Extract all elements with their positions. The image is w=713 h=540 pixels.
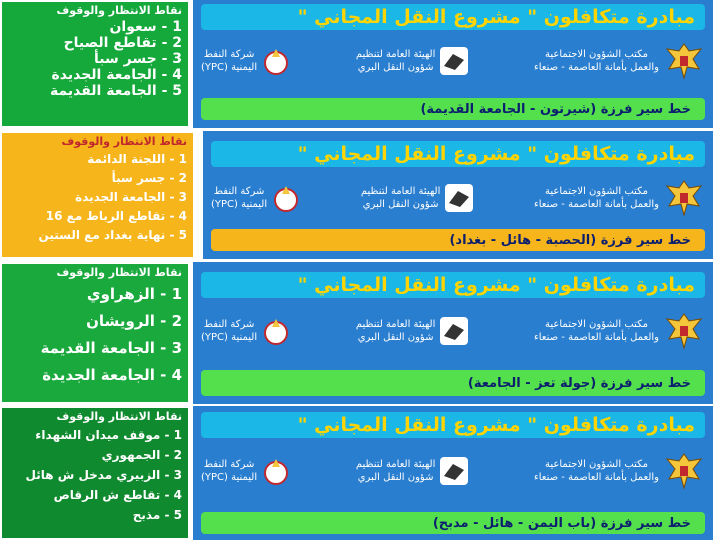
ypc-logo	[201, 316, 291, 346]
title-bar	[201, 272, 705, 298]
transport-logo	[361, 183, 475, 213]
ministry-location: والعمل بأمانة العاصمة - صنعاء	[534, 62, 659, 73]
transport-authority-icon	[444, 183, 474, 213]
transport-subtitle: شؤون النقل البري	[357, 332, 434, 343]
stops-title: نقاط الانتظار والوقوف	[56, 410, 182, 423]
ministry-location: والعمل بأمانة العاصمة - صنعاء	[534, 472, 659, 483]
ministry-logo	[534, 311, 705, 351]
stop-item: 1 - سعوان	[109, 19, 182, 35]
card-panel	[193, 0, 713, 128]
ministry-location: والعمل بأمانة العاصمة - صنعاء	[534, 332, 659, 343]
ypc-subtitle: اليمنية (YPC)	[201, 472, 258, 483]
stop-item: 2 - جسر سبأ	[111, 171, 187, 185]
logo-row	[201, 36, 705, 86]
logo-row	[201, 446, 705, 496]
route-card-2	[0, 131, 713, 259]
eagle-emblem-icon	[663, 178, 705, 218]
stop-item: 1 - الزهراوي	[86, 285, 182, 303]
route-card-4	[0, 406, 713, 540]
title-bar	[211, 141, 705, 167]
route-bar	[201, 370, 705, 396]
route-text: خط سير فرزة (جولة تعز - الجامعة)	[467, 375, 691, 391]
ministry-name: مكتب الشؤون الاجتماعية	[545, 319, 649, 330]
transport-name: الهيئة العامة لتنظيم	[355, 459, 436, 470]
ypc-drop-icon	[261, 456, 291, 486]
eagle-emblem-icon	[663, 41, 705, 81]
stop-item: 1 - موقف ميدان الشهداء	[35, 428, 182, 442]
transport-logo	[356, 46, 470, 76]
transport-subtitle: شؤون النقل البري	[362, 199, 439, 210]
ypc-subtitle: اليمنية (YPC)	[201, 332, 258, 343]
ministry-name: مكتب الشؤون الاجتماعية	[545, 459, 649, 470]
ypc-logo	[211, 183, 301, 213]
stop-item: 1 - اللجنة الدائمة	[87, 152, 187, 166]
route-card-1	[0, 0, 713, 128]
ypc-subtitle: اليمنية (YPC)	[201, 62, 258, 73]
ypc-drop-icon	[261, 316, 291, 346]
stops-list-1	[0, 0, 190, 128]
ministry-logo	[534, 41, 705, 81]
transport-name: الهيئة العامة لتنظيم	[355, 49, 436, 60]
ypc-name: شركة النفط	[203, 49, 255, 60]
ypc-logo	[201, 46, 291, 76]
stop-item: 3 - الجامعة القديمة	[40, 339, 182, 357]
transport-subtitle: شؤون النقل البري	[357, 62, 434, 73]
transport-authority-icon	[439, 46, 469, 76]
stop-item: 2 - تقاطع الصياح	[63, 35, 182, 51]
transport-authority-icon	[439, 456, 469, 486]
stop-item: 5 - مذبح	[132, 508, 182, 522]
transport-subtitle: شؤون النقل البري	[357, 472, 434, 483]
route-text: خط سير فرزة (شيرتون - الجامعة القديمة)	[420, 101, 691, 117]
card-panel	[203, 131, 713, 259]
title-bar	[201, 412, 705, 438]
route-bar	[201, 98, 705, 120]
route-card-3	[0, 262, 713, 404]
stop-item: 5 - نهاية بغداد مع الستين	[38, 228, 187, 242]
card-title: مبادرة متكافلون " مشروع النقل المجاني "	[297, 143, 695, 165]
stops-title: نقاط الانتظار والوقوف	[56, 4, 182, 17]
route-bar	[201, 512, 705, 534]
stop-item: 3 - الجامعة الجديدة	[75, 190, 187, 204]
ypc-name: شركة النفط	[203, 459, 255, 470]
logo-row	[211, 173, 705, 223]
ministry-logo	[534, 451, 705, 491]
card-panel	[193, 262, 713, 404]
stops-list-4	[0, 406, 190, 540]
stop-item: 3 - الزبيري مدخل ش هائل	[25, 468, 182, 482]
ypc-subtitle: اليمنية (YPC)	[211, 199, 268, 210]
card-panel	[193, 406, 713, 540]
stops-list-3	[0, 262, 190, 404]
stop-item: 4 - الجامعة الجديدة	[42, 366, 182, 384]
ypc-drop-icon	[261, 46, 291, 76]
stops-title: نقاط الانتظار والوقوف	[56, 266, 182, 279]
eagle-emblem-icon	[663, 311, 705, 351]
card-title: مبادرة متكافلون " مشروع النقل المجاني "	[297, 414, 695, 436]
stops-list-2	[0, 131, 195, 259]
eagle-emblem-icon	[663, 451, 705, 491]
ministry-logo	[534, 178, 705, 218]
transport-name: الهيئة العامة لتنظيم	[360, 186, 441, 197]
ministry-name: مكتب الشؤون الاجتماعية	[545, 49, 649, 60]
stop-item: 5 - الجامعة القديمة	[50, 83, 182, 99]
transport-logo	[356, 456, 470, 486]
transport-authority-icon	[439, 316, 469, 346]
stops-title: نقاط الانتظار والوقوف	[61, 135, 187, 148]
stop-item: 2 - الرويشان	[86, 312, 182, 330]
title-bar	[201, 4, 705, 30]
logo-row	[201, 306, 705, 356]
card-title: مبادرة متكافلون " مشروع النقل المجاني "	[297, 274, 695, 296]
stop-item: 3 - جسر سبأ	[94, 51, 182, 67]
ypc-logo	[201, 456, 291, 486]
transport-logo	[356, 316, 470, 346]
ypc-drop-icon	[271, 183, 301, 213]
stop-item: 4 - تقاطع الرباط مع 16	[45, 209, 187, 223]
stop-item: 4 - تقاطع ش الرقاص	[53, 488, 182, 502]
stop-item: 4 - الجامعة الجديدة	[51, 67, 182, 83]
transport-name: الهيئة العامة لتنظيم	[355, 319, 436, 330]
stop-item: 2 - الجمهوري	[101, 448, 182, 462]
ypc-name: شركة النفط	[203, 319, 255, 330]
ministry-location: والعمل بأمانة العاصمة - صنعاء	[534, 199, 659, 210]
route-text: خط سير فرزة (باب اليمن - هائل - مدبح)	[432, 515, 691, 531]
route-bar	[211, 229, 705, 251]
ypc-name: شركة النفط	[213, 186, 265, 197]
route-text: خط سير فرزة (الحصبة - هائل - بغداد)	[449, 232, 691, 248]
ministry-name: مكتب الشؤون الاجتماعية	[545, 186, 649, 197]
card-title: مبادرة متكافلون " مشروع النقل المجاني "	[297, 6, 695, 28]
